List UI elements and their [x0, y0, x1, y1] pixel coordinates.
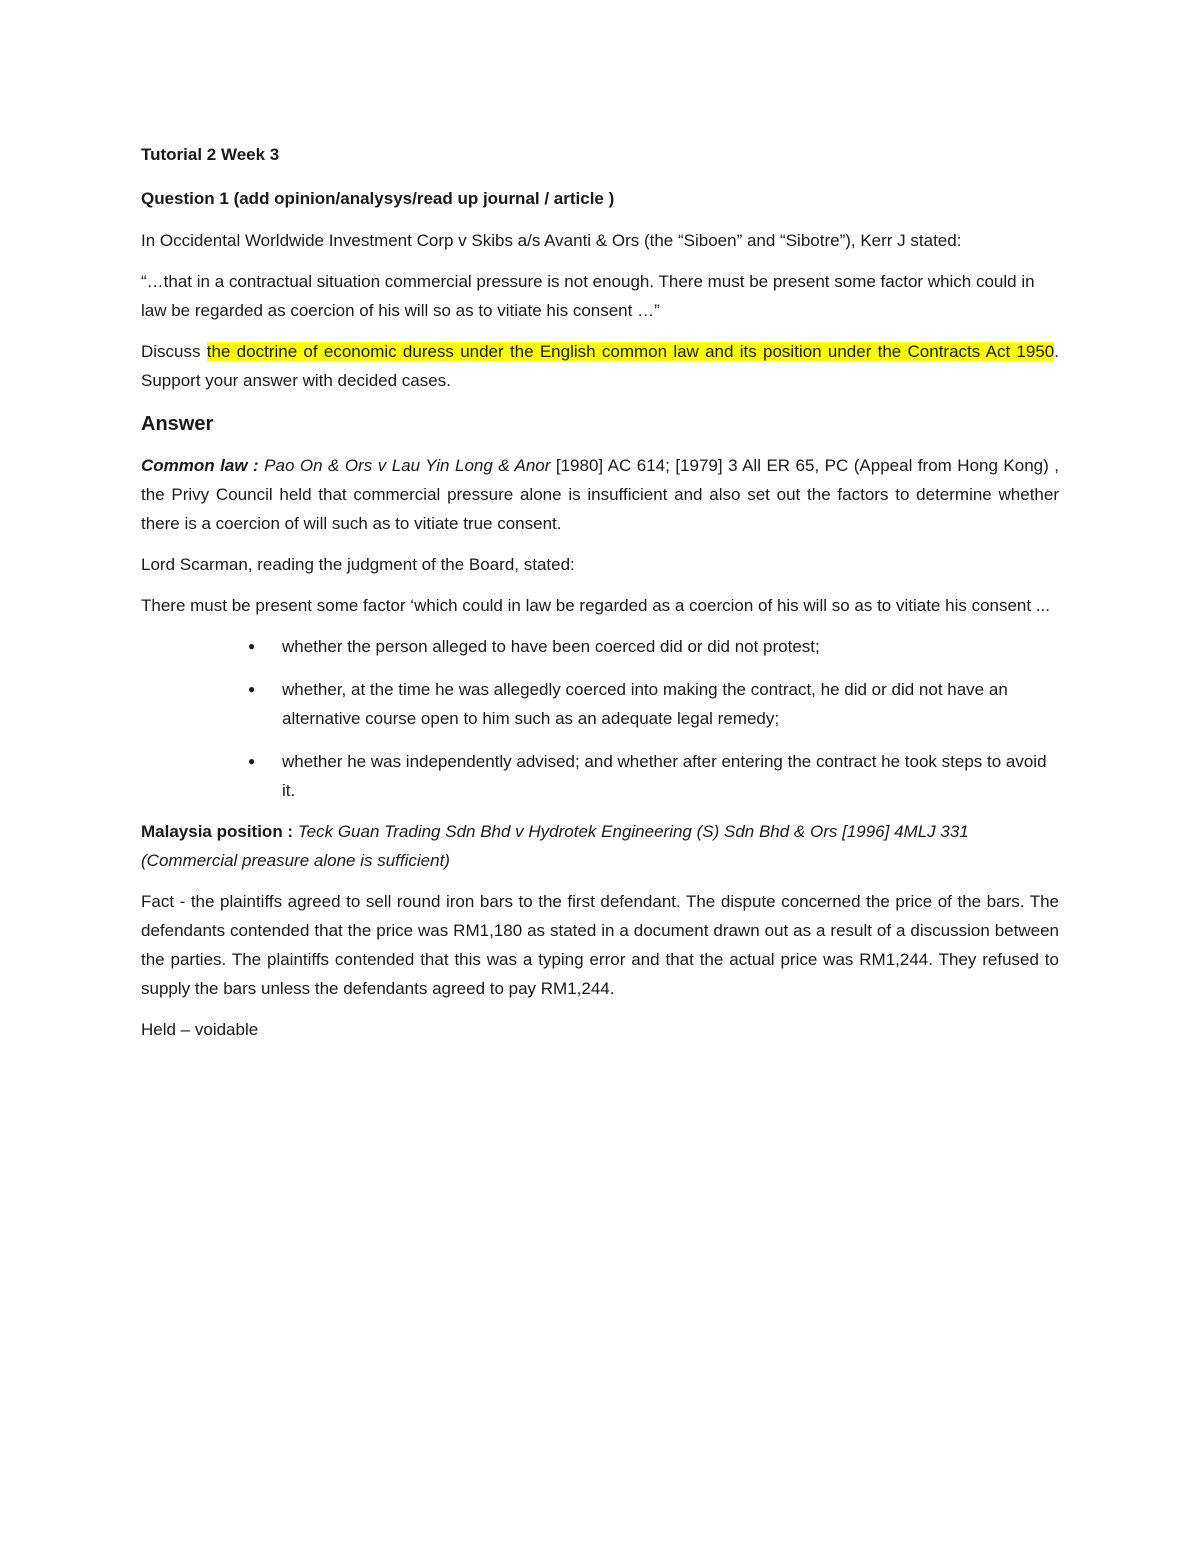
- common-law-label: Common law :: [141, 456, 259, 475]
- teck-guan-case: Teck Guan Trading Sdn Bhd v Hydrotek Engineering (S) Sdn Bhd & Ors [1996] 4MLJ 331 (Commercial preasure alone is sufficient): [141, 822, 969, 870]
- factors-list: [141, 632, 1059, 805]
- common-law-text: [1980] AC 614; [1979] 3 All ER 65, PC (Appeal from Hong Kong) , the Privy Council held that commercial pressure alone is insufficient and also set out the factors to determine whether there is a coercion of will such as to vitiate true consent.: [141, 456, 1059, 533]
- list-item: ● whether, at the time he was allegedly coerced into making the contract, he did or did not have an alternative course open to him such as an adequate legal remedy;: [141, 675, 1059, 733]
- held-paragraph: Held – voidable: [141, 1020, 259, 1039]
- pao-on-case-name: Pao On & Ors v Lau Yin Long & Anor: [258, 456, 551, 475]
- highlighted-text: the doctrine of economic duress under the English common law and its position under the Contracts Act 1950: [206, 342, 1055, 361]
- list-item: ● whether the person alleged to have been coerced did or did not protest;: [141, 632, 1059, 661]
- scarman-quote: There must be present some factor ‘which could in law be regarded as a coercion of his will so as to vitiate his consent ...: [141, 596, 1051, 615]
- discuss-prefix: Discuss: [141, 342, 207, 361]
- answer-heading: Answer: [141, 413, 214, 435]
- kerr-quote: “…that in a contractual situation commercial pressure is not enough. There must be present some factor which could in law be regarded as coercion of his will so as to vitiate his consent …”: [141, 272, 1035, 320]
- tutorial-title: Tutorial 2 Week 3: [141, 145, 280, 164]
- discuss-paragraph: [141, 337, 1059, 395]
- bullet-icon: ●: [248, 639, 256, 653]
- scarman-paragraph: Lord Scarman, reading the judgment of the Board, stated:: [141, 555, 575, 574]
- question-heading: Question 1 (add opinion/analysys/read up journal / article ): [141, 189, 615, 208]
- list-item: ● whether he was independently advised; and whether after entering the contract he took steps to avoid it.: [141, 747, 1059, 805]
- bullet-icon: ●: [248, 754, 256, 768]
- intro-paragraph: In Occidental Worldwide Investment Corp v Skibs a/s Avanti & Ors (the “Siboen” and “Sibotre”), Kerr J stated:: [141, 231, 962, 250]
- discuss-suffix: . Support your answer with decided cases.: [141, 342, 1059, 390]
- common-law-paragraph: [141, 451, 1059, 538]
- malaysia-label: Malaysia position :: [141, 822, 294, 841]
- malaysia-paragraph: [141, 817, 1059, 875]
- bullet-icon: ●: [248, 682, 256, 696]
- document-body: [141, 140, 1059, 1056]
- fact-paragraph: Fact - the plaintiffs agreed to sell round iron bars to the first defendant. The dispute concerned the price of the bars. The defendants contended that the price was RM1,180 as stated in a document drawn out as a result of a discussion between the parties. The plaintiffs contended that this was a typing error and that the actual price was RM1,244. They refused to supply the bars unless the defendants agreed to pay RM1,244.: [141, 892, 1059, 998]
